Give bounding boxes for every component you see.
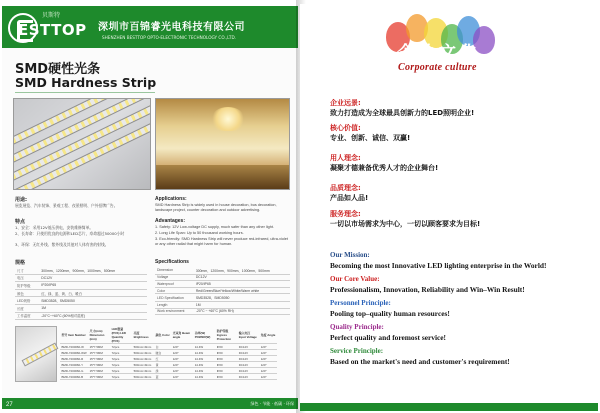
- spec-key: Color: [155, 287, 194, 294]
- table-row: [155, 274, 290, 281]
- page-number: 27: [6, 402, 13, 408]
- table-cell: BMD-7200060-W: [60, 344, 88, 350]
- service-principle-title: Service Principle:: [330, 347, 384, 355]
- table-cell: 120°: [259, 374, 277, 380]
- service-principle-text: Based on the market's need and customer's requirement!: [330, 357, 510, 366]
- table-cell: 120°: [259, 368, 277, 374]
- usage-cn-body: 展览展览、汽车装饰、景观工程、夜景照明、户外招牌广告。: [15, 203, 118, 208]
- table-cell: 暖白: [154, 350, 171, 356]
- table-row: [155, 287, 290, 294]
- table-cell: IP20: [215, 344, 237, 350]
- product-page: [2, 6, 298, 409]
- mission-title: Our Mission:: [330, 251, 370, 259]
- product-title-cn: SMD硬性光条: [15, 62, 101, 77]
- advantage-1: 1. Safety: 12V Low-voltage DC supply, much safer than any other light.: [155, 225, 274, 229]
- title-divider: [15, 92, 155, 93]
- table-cell: 120°: [171, 356, 193, 362]
- spec-value: IP20/IP65: [39, 282, 147, 290]
- column-header: 防护等级 Ingress Protection: [215, 326, 237, 344]
- table-cell: 14.4W: [193, 374, 215, 380]
- table-row: [155, 301, 290, 308]
- table-cell: 蓝: [154, 374, 171, 380]
- column-header: 输入电压 Input Voltage: [237, 326, 259, 344]
- logo-small-cn: 贝斯特: [42, 12, 61, 19]
- service-cn-title: 服务理念:: [330, 210, 361, 218]
- column-header: 角度 Angle: [259, 326, 277, 344]
- table-cell: 120°: [171, 374, 193, 380]
- table-cell: BMD-7200060-B: [60, 374, 88, 380]
- spec-value: 1M: [194, 301, 290, 308]
- table-cell: 120°: [171, 350, 193, 356]
- values-cn-title: 核心价值:: [330, 124, 361, 132]
- core-value-title: Our Core Value:: [330, 275, 380, 283]
- column-header: 光束角 Beam angle: [171, 326, 193, 344]
- spec-key: LED Specification: [155, 294, 194, 302]
- table-cell: 500mm×9mm: [132, 356, 154, 362]
- spec-value: 红、绿、蓝、黄、白、暖白: [39, 289, 147, 297]
- table-cell: 500mm×9mm: [132, 344, 154, 350]
- features-cn-title: 特点: [15, 219, 26, 225]
- table-cell: DC12V: [237, 356, 259, 362]
- features-cn-2: 2、长寿命：只使用优良的电源和LED芯片，寿命超过50000小时: [15, 231, 125, 236]
- features-cn-1: 1、安全：采用12V低压供电，安装维修简单。: [15, 225, 94, 230]
- talent-cn: 凝聚才德兼备优秀人才的企业舞台!: [330, 164, 439, 172]
- quality-cn-title: 品质理念:: [330, 184, 361, 192]
- table-cell: 红: [154, 356, 171, 362]
- table-cell: 500mm×9mm: [132, 368, 154, 374]
- footer-bar: [2, 398, 298, 409]
- spec-key: 防护等级: [15, 282, 39, 290]
- table-cell: BMD-7200060-WW: [61, 350, 87, 355]
- service-cn: 一切以市场需求为中心，一切以顾客要求为目标!: [330, 220, 481, 228]
- table-cell: BMD-7200060-Y: [60, 362, 88, 368]
- usage-cn-title: 用途:: [15, 197, 27, 203]
- table-cell: DC12V: [237, 362, 259, 368]
- spec-key: LED规格: [15, 297, 39, 305]
- table-cell: 72pcs: [110, 368, 132, 374]
- column-header: 尺寸(mm) Dimension (mm): [88, 326, 110, 344]
- features-cn-3: 3、环保：无红外线、紫外线及其他对人体有害的射线。: [15, 242, 109, 247]
- spec-key: Dimension: [155, 267, 194, 274]
- table-cell: 72pcs: [110, 356, 132, 362]
- table-cell: 72pcs: [110, 374, 132, 380]
- table-row: [15, 267, 147, 274]
- table-cell: IP20: [215, 368, 237, 374]
- table-row: [15, 297, 147, 305]
- table-cell: 14.4W: [193, 350, 215, 356]
- logo-text: ESTTOP: [18, 21, 87, 39]
- spec-key: Length: [155, 301, 194, 308]
- quality-principle-text: Perfect quality and foremost service!: [330, 333, 447, 342]
- table-cell: 500mm×9mm: [132, 362, 154, 368]
- spec-value: 1M: [39, 304, 147, 312]
- table-cell: 500mm×9mm: [132, 350, 154, 356]
- spec-value: -20°C ~ +60°C (60% RH): [194, 308, 290, 315]
- table-cell: 15*7.5MM: [88, 356, 110, 362]
- table-cell: 14.4W: [193, 356, 215, 362]
- talent-cn-title: 用人理念:: [330, 154, 361, 162]
- column-header: 型号 Item Number: [60, 326, 88, 344]
- header-bar: [2, 6, 298, 48]
- spec-key: 工作温度: [15, 312, 39, 320]
- spec-key: Waterproof: [155, 281, 194, 288]
- table-row: [15, 274, 147, 282]
- table-row: [15, 312, 147, 320]
- spec-key: Voltage: [155, 274, 194, 281]
- table-header-row: [60, 326, 277, 344]
- spec-value: 300mm、1200mm、900mm、1000mm、500mm: [39, 267, 147, 274]
- right-footer-bar: [300, 403, 598, 411]
- table-cell: 120°: [171, 368, 193, 374]
- table-cell: 120°: [171, 344, 193, 350]
- table-cell: 14.4W: [193, 362, 215, 368]
- table-cell: BMD-7200060-G: [60, 368, 88, 374]
- table-cell: 15*7.5MM: [88, 374, 110, 380]
- applications-title: Applications:: [155, 196, 187, 202]
- spec-value: DC12V: [39, 274, 147, 282]
- table-cell: 120°: [171, 362, 193, 368]
- spec-key: 尺寸: [15, 267, 39, 274]
- spec-value: 300mm、1200mm、900mm、1000mm、500mm: [194, 267, 290, 274]
- table-cell: 14.4W: [193, 368, 215, 374]
- spec-value: IP20/IP65: [194, 281, 290, 288]
- table-cell: 绿: [154, 368, 171, 374]
- chandelier-icon: [211, 107, 245, 131]
- spec-cn-title: 规格: [15, 260, 26, 266]
- vision-cn: 致力打造成为全球最具创新力的LED照明企业!: [330, 109, 475, 117]
- table-cell: 500mm×9mm: [132, 374, 154, 380]
- personnel-title: Personnel Principle:: [330, 299, 391, 307]
- table-cell: 14.4W: [193, 344, 215, 350]
- table-row: [155, 308, 290, 315]
- table-cell: 15*7.5MM: [88, 368, 110, 374]
- culture-title-cn: 企业文化: [397, 43, 481, 63]
- table-cell: 120°: [259, 344, 277, 350]
- company-name-en: SHENZHEN BESTTOP OPTO-ELECTRONIC TECHNOLOGY CO.,LTD.: [102, 35, 237, 40]
- quality-principle-title: Quality Principle:: [330, 323, 384, 331]
- table-cell: 72pcs: [110, 362, 132, 368]
- table-row: [15, 304, 147, 312]
- footer-tagline: 绿色 · 节能 · 低碳 · 环保: [250, 401, 294, 406]
- model-table: [60, 326, 277, 380]
- spec-table-en: [155, 267, 290, 315]
- advantage-2: 2. Long Life Span: Up to 50 thousand working hours.: [155, 231, 244, 235]
- column-header: 亮度 Brightness: [132, 326, 154, 344]
- table-row: [15, 282, 147, 290]
- culture-title-en: Corporate culture: [398, 62, 477, 73]
- table-cell: 15*7.5MM: [88, 362, 110, 368]
- company-name-cn: 深圳市百锦睿光电科技有限公司: [98, 22, 245, 33]
- advantages-title: Advantages:: [155, 218, 186, 224]
- table-cell: 120°: [259, 362, 277, 368]
- table-cell: DC12V: [237, 350, 259, 356]
- table-cell: IP20: [215, 362, 237, 368]
- column-header: 功率(W) POWER(W): [193, 326, 215, 344]
- spec-key: 长度: [15, 304, 39, 312]
- table-cell: 120°: [259, 350, 277, 356]
- table-cell: IP20: [215, 374, 237, 380]
- table-cell: 15*7.5MM: [88, 350, 110, 356]
- column-header: LED数量(PCS) LED Quantity (PCS): [110, 326, 132, 344]
- table-cell: 黄: [154, 362, 171, 368]
- table-cell: DC12V: [237, 374, 259, 380]
- spec-key: 颜色: [15, 289, 39, 297]
- table-row: [155, 267, 290, 274]
- spec-key: 电压: [15, 274, 39, 282]
- vision-cn-title: 企业远景:: [330, 99, 361, 107]
- table-cell: 15*7.5MM: [88, 344, 110, 350]
- mission-text: Becoming the most Innovative LED lighting enterprise in the World!: [330, 261, 547, 270]
- table-cell: DC12V: [237, 368, 259, 374]
- table-cell: BMD-7200060-R: [60, 356, 88, 362]
- spec-en-title: Specifications: [155, 259, 189, 265]
- table-cell: 120°: [259, 356, 277, 362]
- spec-value: SMD3528、SMD5050: [194, 294, 290, 302]
- table-cell: DC12V: [237, 344, 259, 350]
- product-title-en: SMD Hardness Strip: [15, 75, 157, 90]
- column-header: 颜色 Color: [154, 326, 171, 344]
- strip-thumbnail: [15, 326, 57, 382]
- table-cell: 72pcs: [110, 344, 132, 350]
- quality-cn: 产品如人品!: [330, 194, 369, 202]
- table-row: [15, 289, 147, 297]
- table-cell: IP20: [215, 356, 237, 362]
- core-value-text: Professionalism, Innovation, Reliability and Win–Win Result!: [330, 285, 525, 294]
- spec-key: Work environment: [155, 308, 194, 315]
- table-row: [155, 294, 290, 302]
- table-row: [155, 281, 290, 288]
- table-cell: IP20: [215, 350, 237, 356]
- spec-table-cn: [15, 267, 147, 320]
- table-cell: 72pcs: [110, 350, 132, 356]
- spec-value: SMD3528、SMD5050: [39, 297, 147, 305]
- applications-body: SMD Hardness Strip is widely used in house decoration, bus decoration, landscape project, counter decoration and outdoor advertising.: [155, 203, 277, 212]
- advantage-3: 3. Eco-friendly: SMD Hardness Strip will never produce red-infrared, ultra-violet or any other radial that might harm for human.: [155, 237, 288, 246]
- spec-value: Red/Green/Blue/Yellow/White/Warm white: [194, 287, 290, 294]
- spec-value: DC12V: [194, 274, 290, 281]
- values-cn: 专业、创新、诚信、双赢!: [330, 134, 411, 142]
- led-strip-photo: [13, 98, 151, 190]
- personnel-text: Pooling top–quality human resources!: [330, 309, 450, 318]
- interior-application-photo: [155, 98, 290, 190]
- table-row: [60, 374, 277, 380]
- table-cell: 白: [154, 344, 171, 350]
- spec-value: -20°C~+60°C (60%相对湿度): [39, 312, 147, 320]
